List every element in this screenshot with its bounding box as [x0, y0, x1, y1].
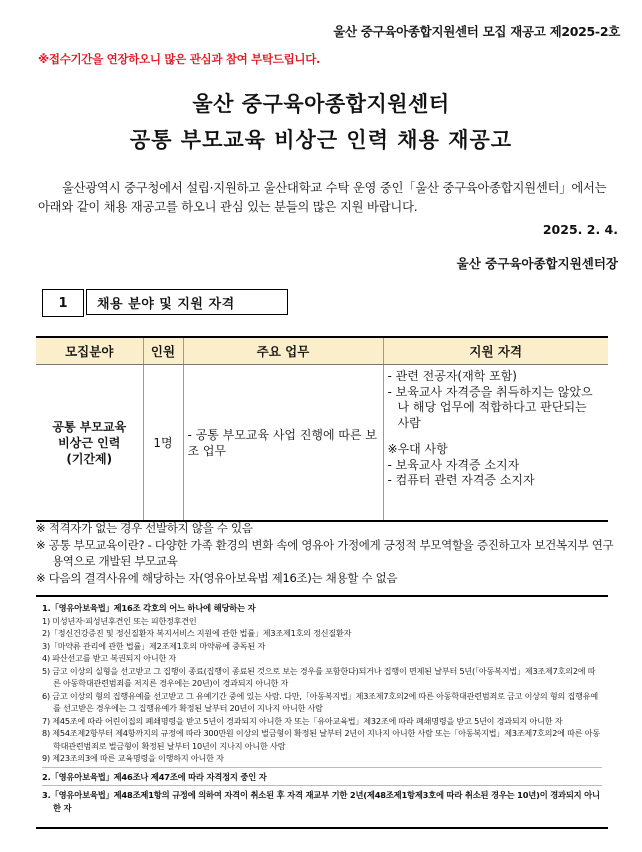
extension-notice: ※접수기간을 연장하오니 많은 관심과 참여 부탁드립니다.: [38, 52, 321, 66]
disqualification-item: 2)「정신건강증진 및 정신질환자 복지서비스 지원에 관한 법률」제3조제1호의 정신질환자: [42, 628, 352, 638]
section-number: 1: [42, 289, 84, 317]
title-organization: 울산 중구육아종합지원센터: [192, 92, 450, 116]
qualification-item: - 보육교사 자격증을 취득하지는 않았으나 해당 업무에 적합하다고 판단되는 사람: [387, 384, 593, 430]
director-signature: 울산 중구육아종합지원센터장: [456, 256, 618, 271]
recruitment-table: [36, 336, 608, 522]
notice-number: 울산 중구육아종합지원센터 모집 재공고 제2025-2호: [333, 24, 620, 39]
disqualification-item: 9) 제23조의3에 따른 교육명령을 이행하지 아니한 자: [42, 753, 224, 763]
preference-title: ※우대 사항: [387, 442, 448, 456]
field-line: 공통 부모교육: [52, 419, 127, 434]
title-recruitment: 공통 부모교육 비상근 인력 채용 재공고: [129, 128, 513, 152]
cell-count: 1명: [143, 365, 183, 522]
disqualification-item: 6) 금고 이상의 형의 집행유예를 선고받고 그 유예기간 중에 있는 사람. 다만,「아동복지법」제3조제7호의2에 따른 아동학대관련범죄로 금고 이상의 형의 집행유예를 선고받은 경우에는 그 집행유예가 확정된 날부터 20년이 지나지 아니한 사람: [42, 690, 598, 713]
disqualification-item: 7) 제45조에 따라 어린이집의 폐쇄명령을 받고 5년이 경과되지 아니한 자 또는「유아교육법」제32조에 따라 폐쇄명령을 받고 5년이 경과되지 아니한 자: [42, 715, 563, 726]
preference-item: - 보육교사 자격증 소지자: [387, 457, 520, 472]
note-item: ※ 다음의 결격사유에 해당하는 자(영유아보육법 제16조)는 채용할 수 없음: [36, 570, 398, 585]
header-field: 모집분야: [36, 337, 143, 365]
notes-list: [36, 520, 620, 586]
field-line: 비상근 인력: [58, 435, 121, 450]
field-line: (기간제): [66, 451, 113, 466]
note-item: ※ 공통 부모교육이란? - 다양한 가족 환경의 변화 속에 영유아 가정에게 긍정적 부모역할을 증진하고자 보건복지부 연구용역으로 개발된 부모교육: [36, 537, 614, 568]
section-title: 채용 분야 및 지원 자격: [86, 289, 288, 315]
disqualification-item: 4) 파산선고를 받고 복권되지 아니한 자: [42, 653, 177, 663]
note-item: ※ 적격자가 없는 경우 선발하지 않을 수 있음: [36, 521, 253, 535]
disqualification-box: [36, 595, 608, 829]
notice-date: 2025. 2. 4.: [542, 222, 618, 237]
cell-qualification: [383, 365, 608, 522]
header-count: 인원: [143, 337, 183, 365]
preference-item: - 컴퓨터 관련 자격증 소지자: [387, 473, 535, 487]
disqualification-heading: 2.「영유아보육법」제46조나 제47조에 따라 자격정지 중인 자: [42, 767, 602, 784]
disqualification-item: 8) 제54조제2항부터 제4항까지의 규정에 따라 300만원 이상의 벌금형이 확정된 날부터 2년이 지나지 아니한 사람 또는「아동복지법」제3조제7호의2에 따른 아동학대관련범죄로 벌금형이 확정된 날부터 10년이 지나지 아니한 사람: [42, 728, 600, 751]
intro-paragraph: 울산광역시 중구청에서 설립·지원하고 울산대학교 수탁 운영 중인「울산 중구육아종합지원센터」에서는 아래와 같이 채용 재공고를 하오니 관심 있는 분들의 많은 지원 바랍니다.: [38, 181, 607, 214]
cell-duty: - 공통 부모교육 사업 진행에 따른 보조 업무: [183, 365, 383, 522]
disqualification-heading: 1.「영유아보육법」제16조 각호의 어느 하나에 해당하는 자: [42, 603, 256, 613]
table-row: [36, 365, 608, 522]
cell-field: [36, 365, 143, 522]
header-qualification: 지원 자격: [383, 337, 608, 365]
table-header-row: [36, 337, 608, 365]
disqualification-heading: 3.「영유아보육법」제48조제1항의 규정에 의하여 자격이 취소된 후 자격 재교부 기한 2년(제48조제1항제3호에 따라 취소된 경우는 10년)이 경과되지 아니한 자: [42, 785, 602, 814]
header-duty: 주요 업무: [183, 337, 383, 365]
disqualification-item: 5) 금고 이상의 실형을 선고받고 그 집행이 종료(집행이 종료된 것으로 보는 경우를 포함한다)되거나 집행이 면제된 날부터 5년(「아동복지법」제3조제7호의2에 따른 아동학대관련범죄를 저지른 경우에는 20년)이 경과되지 아니한 자: [42, 665, 596, 688]
disqualification-item: 1) 미성년자·피성년후견인 또는 피한정후견인: [42, 615, 197, 626]
disqualification-item: 3)「마약류 관리에 관한 법률」제2조제1호의 마약류에 중독된 자: [42, 640, 266, 651]
qualification-item: - 관련 전공자(재학 포함): [387, 369, 517, 383]
